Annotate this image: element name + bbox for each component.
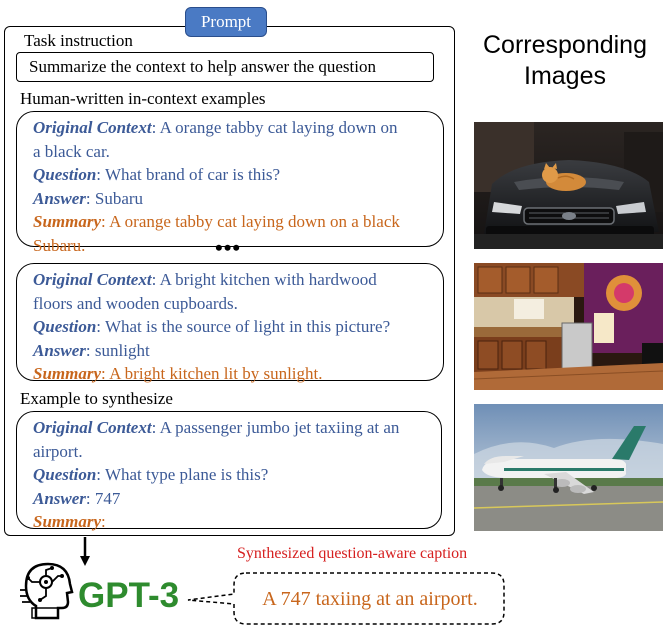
- output-label: Synthesized question-aware caption: [237, 545, 468, 562]
- example-2-context: Original Context: A bright kitchen with hardwood: [33, 270, 377, 289]
- example-1-answer: Answer: Subaru: [33, 188, 144, 208]
- example-1-summary-cont: Subaru.: [33, 235, 86, 255]
- example-1-summary: Summary: A orange tabby cat laying down on a black: [33, 212, 400, 231]
- examples-label: Human-written in-context examples: [20, 89, 266, 108]
- photo-airplane: [474, 404, 663, 531]
- example-2-question: Question: What is the source of light in this picture?: [33, 317, 391, 336]
- synth-context-cont: airport.: [33, 441, 83, 461]
- ai-head-icon: [18, 560, 74, 622]
- airplane-image: [474, 404, 663, 531]
- example-2-context-cont: floors and wooden cupboards.: [33, 293, 238, 313]
- images-title: [470, 30, 660, 92]
- synth-question: Question: What type plane is this?: [33, 465, 269, 484]
- task-instruction-label: Task instruction: [24, 31, 133, 50]
- kitchen-image: [474, 263, 663, 390]
- example-box-2: [16, 263, 444, 381]
- synth-context: Original Context: A passenger jumbo jet taxiing at an: [33, 418, 400, 437]
- images-title-line2: Images: [524, 62, 606, 90]
- example-2-summary: Summary: A bright kitchen lit by sunlight.: [33, 364, 323, 383]
- ellipsis: •••: [215, 235, 242, 260]
- down-arrow-icon: [79, 537, 91, 567]
- photo-cat-car: [474, 122, 663, 249]
- gpt3-label: GPT-3: [78, 576, 180, 615]
- synthesize-label: Example to synthesize: [20, 389, 173, 408]
- example-1-question: Question: What brand of car is this?: [33, 165, 281, 184]
- task-instruction-text: Summarize the context to help answer the question: [29, 57, 376, 76]
- synth-summary: Summary:: [33, 512, 106, 531]
- prompt-tab: Prompt: [185, 7, 267, 37]
- task-instruction-box: [16, 52, 434, 82]
- example-1-context: Original Context: A orange tabby cat laying down on: [33, 118, 398, 137]
- cat-car-image: [474, 122, 663, 249]
- synth-answer: Answer: 747: [33, 488, 121, 508]
- photo-kitchen: [474, 263, 663, 390]
- example-1-context-cont: a black car.: [33, 141, 110, 161]
- images-title-line1: Corresponding: [483, 31, 647, 59]
- example-box-1: [16, 111, 444, 255]
- synth-example-box: [16, 411, 442, 529]
- output-caption: A 747 taxiing at an airport.: [262, 587, 478, 610]
- example-2-answer: Answer: sunlight: [33, 340, 150, 360]
